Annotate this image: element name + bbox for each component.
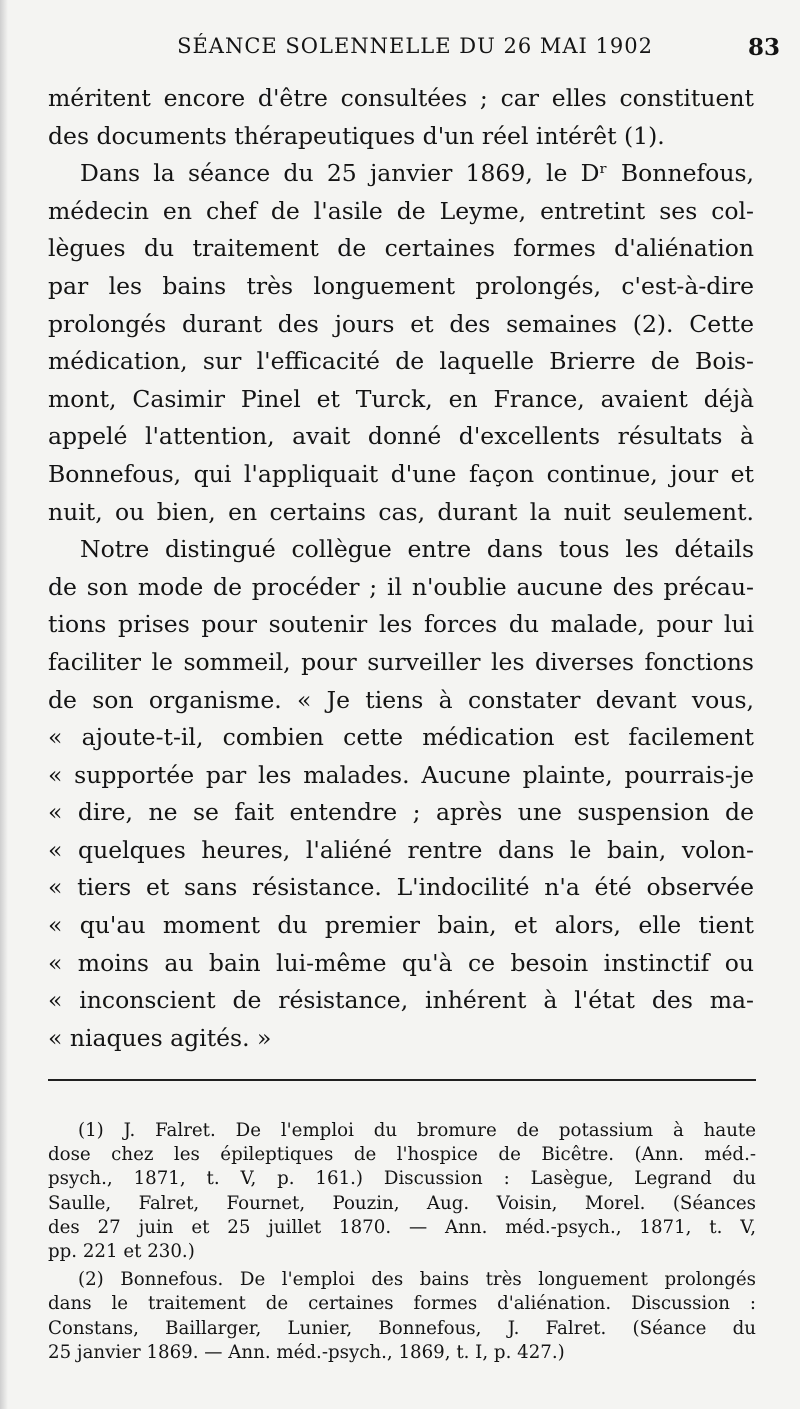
text-line: « inconscient de résistance, inhérent à l'état des ma- [48, 986, 754, 1015]
footnote-line: psych., 1871, t. V, p. 161.) Discussion : Lasègue, Legrand du [48, 1168, 756, 1190]
footnote-line: Constans, Baillarger, Lunier, Bonnefous, J. Falret. (Séance du [48, 1317, 756, 1339]
running-title: SÉANCE SOLENNELLE DU 26 MAI 1902 [177, 34, 653, 58]
text-line: « quelques heures, l'aliéné rentre dans le bain, volon- [48, 835, 754, 864]
footnote-line: pp. 221 et 230.) [48, 1240, 195, 1262]
footnote-line: des 27 juin et 25 juillet 1870. — Ann. méd.-psych., 1871, t. V, [48, 1216, 756, 1238]
text-line: par les bains très longuement prolongés, c'est-à-dire [48, 271, 754, 300]
text-line: « moins au bain lui-même qu'à ce besoin instinctif ou [48, 948, 754, 977]
running-head [48, 34, 782, 68]
text-line: « tiers et sans résistance. L'indocilité n'a été observée [48, 873, 754, 902]
text-line: faciliter le sommeil, pour surveiller les diverses fonctions [48, 647, 754, 676]
text-line: Notre distingué collègue entre dans tous les détails [80, 535, 754, 564]
footnote-line: (1) J. Falret. De l'emploi du bromure de potassium à haute [78, 1120, 756, 1141]
text-line: médication, sur l'efficacité de laquelle Brierre de Bois- [48, 347, 754, 376]
text-line: « niaques agités. » [48, 1023, 272, 1052]
footnote-line: (2) Bonnefous. De l'emploi des bains très longuement prolongés [78, 1269, 756, 1291]
text-line: Dans la séance du 25 janvier 1869, le Dʳ Bonnefous, [80, 159, 754, 188]
text-line: nuit, ou bien, en certains cas, durant la nuit seulement. [48, 497, 754, 526]
text-line: de son organisme. « Je tiens à constater devant vous, [48, 685, 754, 714]
footnote-line: dans le traitement de certaines formes d'aliénation. Discussion : [48, 1293, 756, 1315]
footnote-line: dose chez les épileptiques de l'hospice de Bicêtre. (Ann. méd.- [48, 1144, 756, 1166]
text-line: tions prises pour soutenir les forces du malade, pour lui [48, 610, 754, 639]
text-line: mont, Casimir Pinel et Turck, en France, avaient déjà [48, 384, 754, 413]
text-line: lègues du traitement de certaines formes d'aliénation [48, 234, 754, 263]
footnote-line: 25 janvier 1869. — Ann. méd.-psych., 1869, t. I, p. 427.) [48, 1341, 565, 1363]
body-text [48, 80, 754, 1057]
text-line: appelé l'attention, avait donné d'excellents résultats à [48, 422, 754, 451]
text-line: médecin en chef de l'asile de Leyme, entretint ses col- [48, 196, 754, 225]
page-number: 83 [747, 34, 780, 61]
text-line: « dire, ne se fait entendre ; après une suspension de [48, 798, 754, 827]
text-line: « qu'au moment du premier bain, et alors, elle tient [48, 911, 754, 940]
footnotes [48, 1119, 756, 1365]
text-line: « supportée par les malades. Aucune plainte, pourrais-je [48, 760, 754, 789]
text-line: méritent encore d'être consultées ; car elles constituent [48, 84, 754, 112]
text-line: de son mode de procéder ; il n'oublie aucune des précau- [48, 572, 754, 601]
text-line: « ajoute-t-il, combien cette médication est facilement [48, 723, 754, 752]
footnote-rule [48, 1079, 756, 1081]
text-line: des documents thérapeutiques d'un réel intérêt (1). [48, 121, 665, 150]
footnote-line: Saulle, Falret, Fournet, Pouzin, Aug. Voisin, Morel. (Séances [48, 1192, 756, 1214]
text-line: prolongés durant des jours et des semaines (2). Cette [48, 309, 754, 338]
text-line: Bonnefous, qui l'appliquait d'une façon continue, jour et [48, 459, 754, 488]
